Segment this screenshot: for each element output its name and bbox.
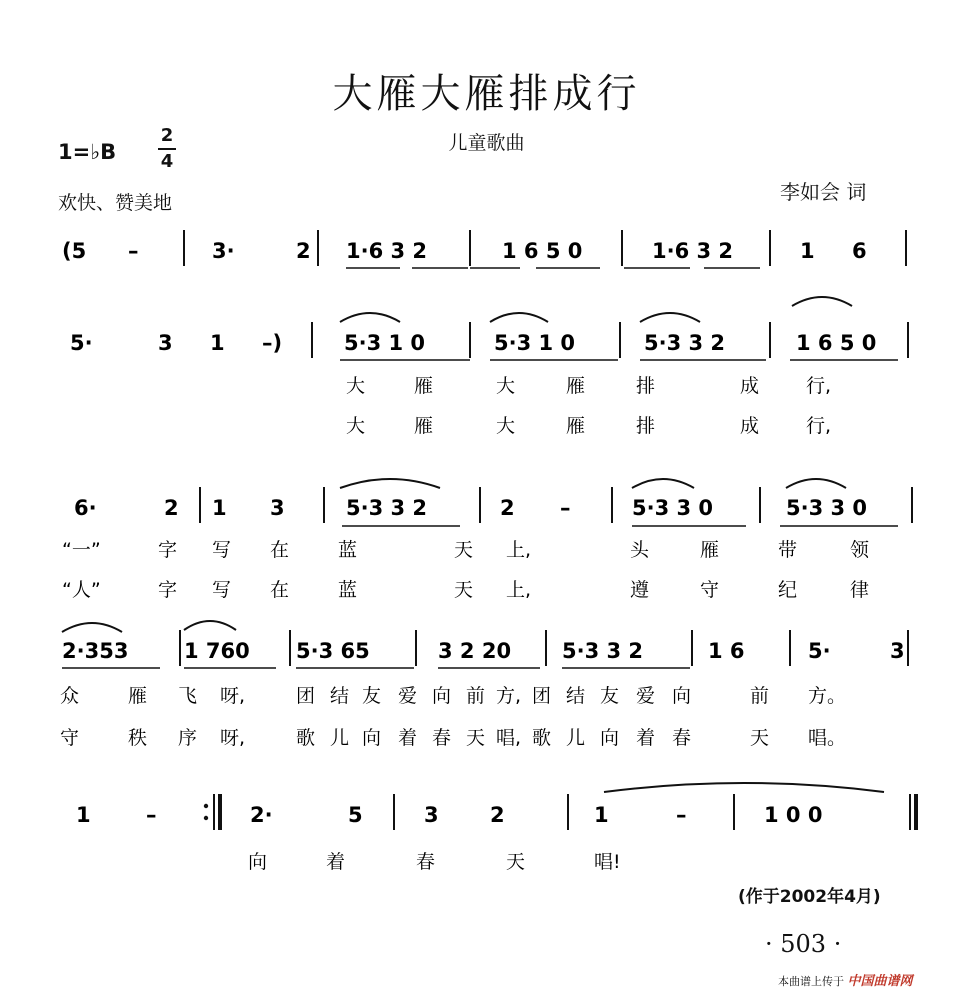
lyric-syllable: 守 [60,727,80,749]
site-logo: 中国曲谱网 [847,974,913,989]
note-group: 6 [852,239,867,263]
lyric-syllable: 蓝 [338,579,358,601]
note-group: – [128,239,139,263]
lyric-syllable: 雁 [414,375,434,397]
page-title: 大雁大雁排成行 [332,71,641,117]
note-group: – [146,803,157,827]
note-group: 2· [250,803,273,827]
note-group: 5· [808,639,831,663]
slur [604,783,884,792]
lyric-syllable: 守 [700,579,720,601]
lyric-syllable: 头 [630,539,650,561]
note-group: 1 [76,803,91,827]
note-group: 5 [348,803,363,827]
slur [184,621,236,630]
lyric-syllable: 遵 [630,579,650,601]
lyric-syllable: 雁 [566,375,586,397]
footer-credit [778,970,913,989]
lyric-syllable: 律 [850,579,870,601]
lyric-syllable: 飞 [178,685,198,707]
lyric-syllable: “人” [62,579,101,601]
lyric-syllable: 唱。 [808,727,847,749]
lyric-syllable: 天 [506,851,526,873]
lyric-syllable: 排 [636,415,656,437]
lyric-syllable: 序 [178,727,198,749]
lyric-syllable: 团 [532,685,552,707]
lyric-syllable: 行, [806,415,832,437]
lyric-syllable: 友 [362,685,382,707]
note-group: 1 [594,803,609,827]
lyric-syllable: 天 [454,539,474,561]
lyric-syllable: 在 [270,539,290,561]
note-group: 5·3 3 2 [644,331,726,355]
lyric-syllable: 向 [248,851,268,873]
lyric-syllable: 向 [672,685,692,707]
lyric-syllable: 结 [566,685,586,707]
lyric-syllable: 着 [326,851,346,873]
lyric-syllable: 春 [416,851,436,873]
lyric-syllable: 方, [496,685,522,707]
lyric-syllable: 大 [496,415,516,437]
lyric-syllable: 行, [806,375,832,397]
lyric-syllable: 向 [362,727,382,749]
lyric-syllable: 排 [636,375,656,397]
slur [632,479,694,488]
note-group: 5·3 3 2 [346,496,428,520]
note-group: 1 760 [184,639,250,663]
note-group: 3 2 20 [438,639,512,663]
note-group: 3· [212,239,235,263]
note-group: 1 [210,331,225,355]
lyric-syllable: 唱, [496,727,522,749]
lyric-syllable: 字 [158,579,178,601]
note-group: 5·3 65 [296,639,370,663]
note-group: 3 [158,331,173,355]
lyric-syllable: 唱! [594,851,621,873]
lyric-syllable: 众 [60,685,80,707]
lyric-syllable: 上, [506,539,532,561]
lyric-syllable: “一” [62,539,101,561]
page-number: · 503 · [765,930,842,958]
lyric-syllable: 雁 [700,539,720,561]
note-group: 1 6 5 0 [796,331,877,355]
lyric-syllable: 歌 [532,727,552,749]
note-group: 2 [164,496,179,520]
lyric-syllable: 爱 [398,685,418,707]
lyric-syllable: 成 [740,375,760,397]
slur [340,313,400,322]
note-group: – [676,803,687,827]
lyric-syllable: 天 [750,727,770,749]
slur [640,313,700,322]
slur [340,479,440,488]
lyric-syllable: 结 [330,685,350,707]
note-group: 1 [212,496,227,520]
lyric-syllable: 成 [740,415,760,437]
lyric-syllable: 天 [454,579,474,601]
note-group: 3 [890,639,905,663]
time-signature-bottom: 4 [160,151,174,172]
note-group: 1 6 [708,639,745,663]
slur [786,479,846,488]
tempo-marking: 欢快、赞美地 [58,192,173,214]
lyric-syllable: 写 [212,579,232,601]
repeat-dot [204,816,208,820]
note-group: 3 [424,803,439,827]
lyric-syllable: 爱 [636,685,656,707]
note-group: 6· [74,496,97,520]
note-group: 2 [490,803,505,827]
lyricist-credit: 李如会 词 [780,180,867,204]
note-group: 3 [270,496,285,520]
lyric-syllable: 蓝 [338,539,358,561]
lyric-syllable: 在 [270,579,290,601]
note-group: 5· [70,331,93,355]
composition-date: (作于2002年4月) [738,887,881,907]
lyric-syllable: 带 [778,539,798,561]
lyric-syllable: 雁 [414,415,434,437]
lyric-syllable: 领 [850,539,870,561]
lyric-syllable: 团 [296,685,316,707]
note-group: 2 [500,496,515,520]
lyric-syllable: 写 [212,539,232,561]
note-group: 2 [296,239,311,263]
key-signature: 1=♭B [58,140,117,164]
lyric-syllable: 天 [466,727,486,749]
lyric-syllable: 雁 [566,415,586,437]
lyric-syllable: 大 [496,375,516,397]
lyric-syllable: 方。 [808,685,847,707]
note-group: 1 0 0 [764,803,823,827]
note-group: 1·6 3 2 [652,239,734,263]
note-group: 5·3 1 0 [344,331,426,355]
lyric-syllable: 歌 [296,727,316,749]
lyric-syllable: 纪 [778,579,798,601]
lyric-syllable: 儿 [566,727,586,749]
lyric-syllable: 前 [466,685,486,707]
note-group: 2·353 [62,639,129,663]
time-signature-top: 2 [160,125,174,146]
note-group: – [560,496,571,520]
note-group: 5·3 1 0 [494,331,576,355]
slur [62,623,122,632]
lyric-syllable: 上, [506,579,532,601]
repeat-dot [204,804,208,808]
slur [792,297,852,306]
lyric-syllable: 大 [346,415,366,437]
lyric-syllable: 前 [750,685,770,707]
note-group: 1 [800,239,815,263]
lyric-syllable: 呀, [220,727,246,749]
lyric-syllable: 向 [600,727,620,749]
lyric-syllable: 着 [636,727,656,749]
slur [490,313,548,322]
lyric-syllable: 春 [672,727,692,749]
lyric-syllable: 向 [432,685,452,707]
note-group: 5·3 3 0 [786,496,868,520]
note-group: 5·3 3 2 [562,639,644,663]
lyric-syllable: 雁 [128,685,148,707]
lyric-syllable: 春 [432,727,452,749]
lyric-syllable: 儿 [330,727,350,749]
note-group: 1·6 3 2 [346,239,428,263]
note-group: 5·3 3 0 [632,496,714,520]
lyric-syllable: 大 [346,375,366,397]
lyric-syllable: 秩 [128,727,148,749]
lyric-syllable: 呀, [220,685,246,707]
song-genre: 儿童歌曲 [448,132,525,154]
note-group: 1 6 5 0 [502,239,583,263]
lyric-syllable: 着 [398,727,418,749]
lyric-syllable: 友 [600,685,620,707]
note-group: –) [262,331,283,355]
lyric-syllable: 字 [158,539,178,561]
note-group: (5 [62,239,87,263]
footer-text: 本曲谱上传于 [778,975,844,988]
